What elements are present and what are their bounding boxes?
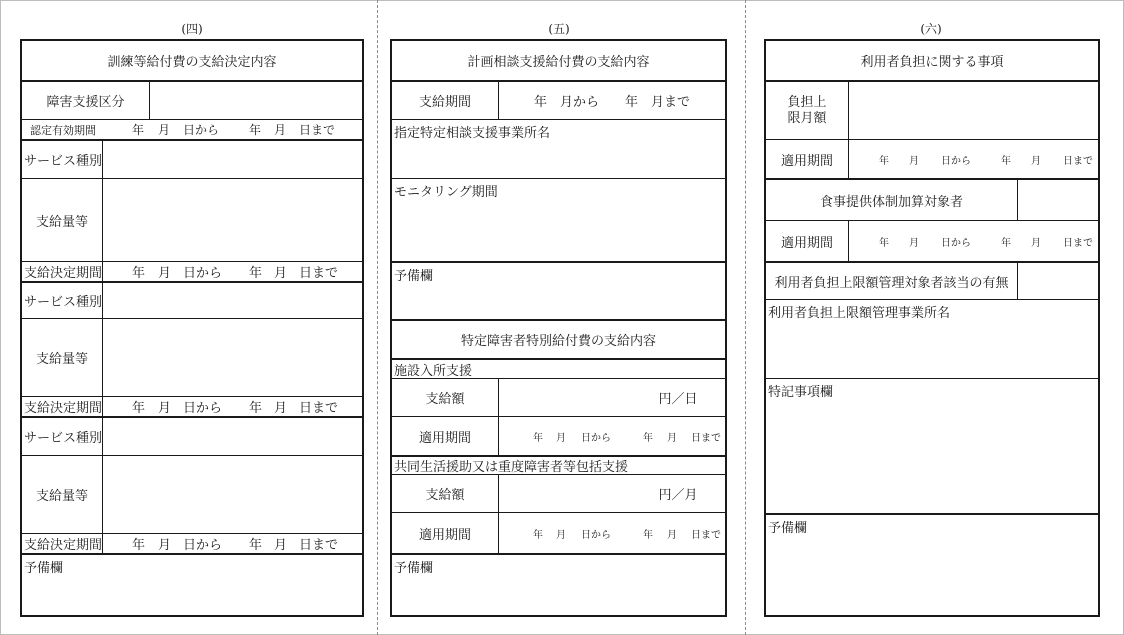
apply-period-value[interactable]: 年 月 日から 年 月 日まで	[879, 155, 1093, 167]
amount-row-1	[22, 178, 362, 261]
apply-period-label: 適用期間	[418, 430, 471, 446]
decision-period-value[interactable]: 年 月 日から 年 月 日まで	[132, 401, 339, 416]
special-notes-row	[766, 378, 1098, 513]
apply-period-value[interactable]: 年 月 日から 年 月 日まで	[879, 237, 1093, 249]
office-row	[392, 119, 725, 178]
office-label: 指定特定相談支援事業所名	[394, 126, 551, 141]
monitoring-label: モニタリング期間	[394, 185, 498, 200]
amount-label: 支給量等	[35, 489, 88, 504]
form-title: 利用者負担に関する事項	[860, 55, 1004, 70]
group-home-label: 共同生活援助又は重度障害者等包括支援	[394, 460, 629, 474]
apply-period-label: 適用期間	[780, 235, 833, 251]
monitoring-row	[392, 178, 725, 261]
cap-office-row	[766, 299, 1098, 378]
group-home-row	[392, 455, 725, 474]
facility-label: 施設入所支援	[394, 363, 473, 378]
notes-label: 予備欄	[768, 521, 808, 536]
panel-number: (六)	[920, 22, 942, 36]
panel-six-form	[764, 39, 1100, 617]
cap-row	[766, 80, 1098, 139]
meal-value[interactable]	[1018, 180, 1098, 220]
amount-label: 支給額	[425, 488, 465, 503]
decision-period-label: 支給決定期間	[24, 266, 102, 281]
decision-period-label: 支給決定期間	[24, 401, 102, 416]
decision-period-row-2	[22, 396, 362, 416]
form-title-row	[766, 41, 1098, 80]
meal-apply-period-row	[766, 220, 1098, 261]
panel-five-form	[390, 39, 727, 617]
notes-label: 予備欄	[394, 269, 434, 284]
amount-label: 支給量等	[35, 352, 88, 367]
cap-mgmt-row	[766, 261, 1098, 299]
disability-class-label: 障害支援区分	[46, 95, 125, 110]
panel-four-form	[20, 39, 364, 617]
special-title-row	[392, 319, 725, 358]
amount-label: 支給量等	[35, 214, 88, 230]
apply-period-label: 適用期間	[418, 527, 471, 543]
meal-label: 食事提供体制加算対象者	[819, 194, 963, 210]
service-type-row-1	[22, 139, 362, 178]
apply-period-value[interactable]: 年 月 日から 年 月 日まで	[533, 432, 721, 444]
group-home-apply-period-row	[392, 512, 725, 553]
cap-apply-period-row	[766, 139, 1098, 178]
notes-row-2	[392, 553, 725, 615]
disability-class-value[interactable]	[150, 82, 362, 119]
amount-row-2	[22, 318, 362, 396]
panel-number: (四)	[181, 22, 203, 36]
panel-separator	[745, 0, 746, 635]
facility-apply-period-row	[392, 416, 725, 455]
service-type-label: サービス種別	[24, 154, 102, 169]
cap-mgmt-value[interactable]	[1018, 263, 1098, 299]
meal-row	[766, 178, 1098, 220]
form-title-row	[392, 41, 725, 80]
decision-period-label: 支給決定期間	[24, 538, 102, 553]
amount-row-3	[22, 455, 362, 533]
disability-class-row	[22, 80, 362, 119]
cap-value[interactable]	[849, 82, 1098, 139]
yen-per-day-unit: 円／日	[658, 392, 698, 407]
panel-separator	[377, 0, 378, 635]
form-title: 訓練等給付費の支給決定内容	[107, 55, 277, 70]
yen-per-month-unit: 円／月	[658, 488, 698, 503]
service-type-row-3	[22, 416, 362, 455]
notes-label: 予備欄	[394, 561, 434, 576]
cap-office-label: 利用者負担上限額管理事業所名	[768, 306, 951, 321]
notes-label: 予備欄	[24, 561, 64, 576]
service-type-row-2	[22, 281, 362, 318]
amount-label: 支給額	[425, 392, 465, 407]
group-home-amount-row	[392, 474, 725, 512]
notes-row	[392, 261, 725, 319]
valid-period-row	[22, 119, 362, 139]
special-title: 特定障害者特別給付費の支給内容	[460, 334, 656, 349]
valid-period-value[interactable]: 年 月 日から 年 月 日まで	[132, 123, 336, 137]
decision-period-value[interactable]: 年 月 日から 年 月 日まで	[132, 266, 339, 281]
payment-period-value[interactable]: 年 月から 年 月まで	[533, 95, 690, 110]
form-title: 計画相談支援給付費の支給内容	[467, 55, 650, 70]
notes-row	[22, 553, 362, 615]
payment-period-label: 支給期間	[418, 95, 471, 110]
special-notes-label: 特記事項欄	[768, 385, 834, 400]
cap-label: 負担上限月額	[787, 94, 827, 126]
service-type-label: サービス種別	[24, 295, 102, 310]
payment-period-row	[392, 80, 725, 119]
decision-period-value[interactable]: 年 月 日から 年 月 日まで	[132, 538, 339, 553]
service-type-label: サービス種別	[24, 431, 102, 446]
facility-row	[392, 358, 725, 378]
decision-period-row-1	[22, 261, 362, 281]
apply-period-value[interactable]: 年 月 日から 年 月 日まで	[533, 529, 721, 541]
valid-period-label: 認定有効期間	[30, 123, 96, 137]
facility-amount-row	[392, 378, 725, 416]
cap-mgmt-label: 利用者負担上限額管理対象者該当の有無	[774, 275, 1009, 291]
apply-period-label: 適用期間	[780, 153, 833, 169]
form-title-row	[22, 41, 362, 80]
decision-period-row-3	[22, 533, 362, 553]
panel-number: (五)	[548, 22, 570, 36]
notes-row	[766, 513, 1098, 615]
